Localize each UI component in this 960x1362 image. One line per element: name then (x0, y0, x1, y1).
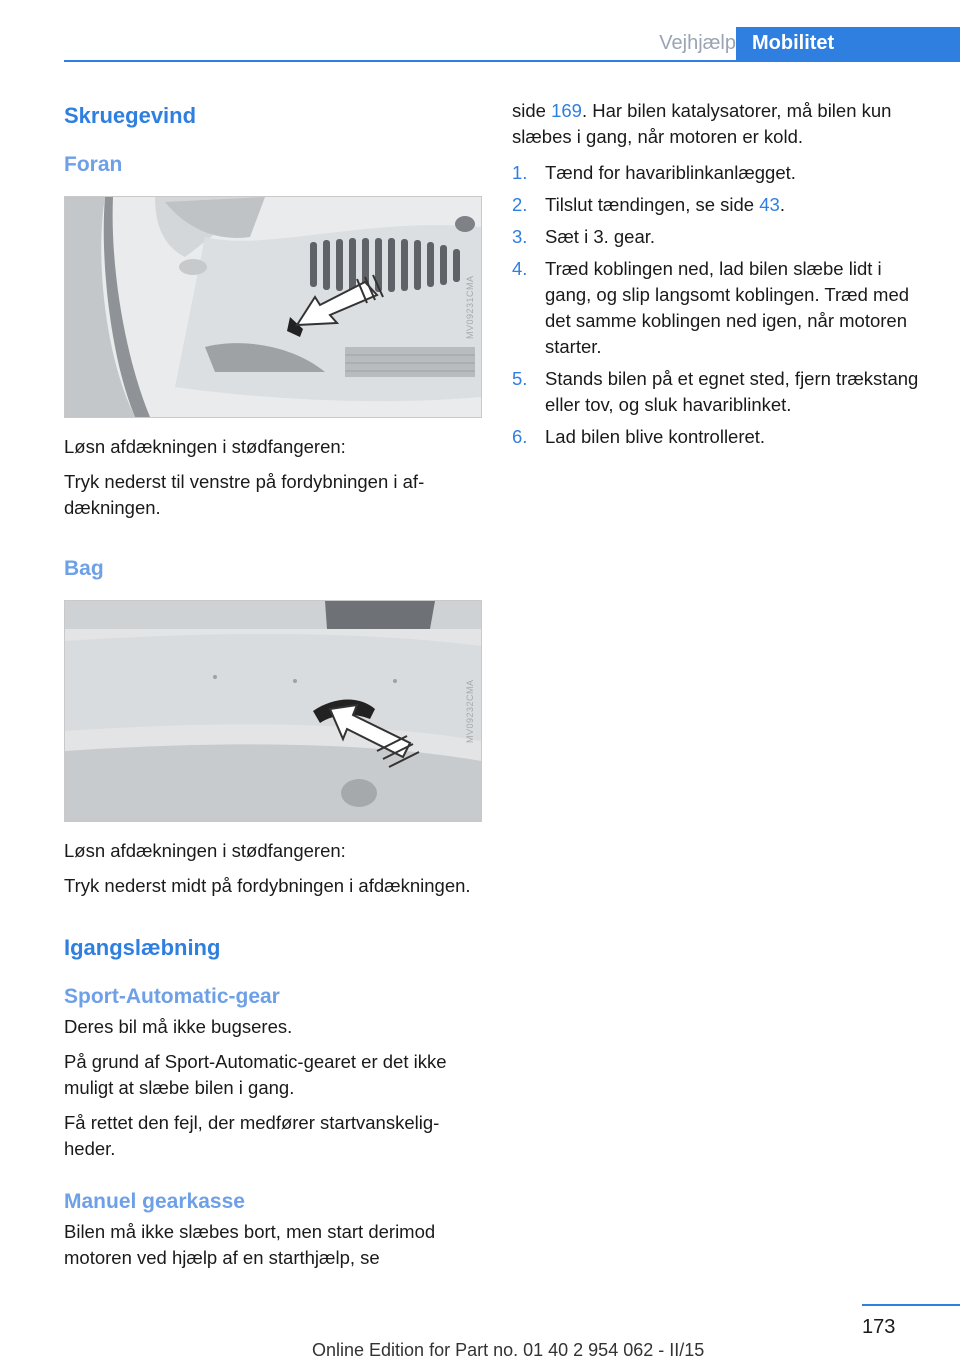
tab-vejhjaelp[interactable]: Vejhjælp (659, 32, 736, 54)
left-column (64, 98, 484, 1280)
list-item (512, 192, 924, 218)
page-link-169[interactable]: 169 (551, 100, 582, 121)
front-instruction-1: Løsn afdækningen i stødfangeren: (64, 436, 346, 457)
list-item (512, 424, 924, 450)
rear-instruction-2: Tryk nederst midt på fordybningen i afdækningen. (64, 875, 471, 896)
list-item (512, 366, 924, 418)
list-item (512, 256, 924, 360)
front-instruction-2: Tryk nederst til venstre på fordybningen i afdækningen. (64, 471, 425, 518)
step-text: Stands bilen på et egnet sted, fjern trækstang eller tov, og sluk havariblinket. (545, 368, 919, 415)
step-text: Tilslut tændingen, se side (545, 194, 760, 215)
tab-mobilitet[interactable]: Mobilitet (736, 27, 960, 60)
subsection-title-rear: Bag (64, 557, 104, 580)
right-column (512, 98, 924, 456)
edition-note: Online Edition for Part no. 01 40 2 954 062 - II/15 (312, 1340, 705, 1360)
step-number: 3. (512, 226, 528, 247)
subsection-title-sport-automatic: Sport-Automatic-gear (64, 985, 280, 1008)
step-text: Tænd for havariblinkanlægget. (545, 162, 796, 183)
figure-code: MV09231CMA (465, 275, 475, 339)
page-link-43[interactable]: 43 (759, 194, 780, 215)
sport-paragraph-3: Få rettet den fejl, der medfører startvanskeligheder. (64, 1112, 440, 1159)
front-bumper-illustration (65, 197, 481, 417)
rear-bumper-figure (64, 600, 482, 822)
subsection-title-front: Foran (64, 153, 123, 176)
front-bumper-figure (64, 196, 482, 418)
step-text: Sæt i 3. gear. (545, 226, 656, 247)
list-item (512, 224, 924, 250)
manual-paragraph-1: Bilen må ikke slæbes bort, men start derimod motoren ved hjælp af en starthjælp, se (64, 1221, 436, 1268)
text-span: side (512, 100, 552, 121)
step-text: Træd koblingen ned, lad bilen slæbe lidt i gang, og slip langsomt koblingen. Træd med det samme koblingen ned igen, når motoren starter. (545, 258, 910, 357)
rear-instruction-1: Løsn afdækningen i stødfangeren: (64, 840, 346, 861)
step-text: . (779, 194, 785, 215)
footer-divider (862, 1304, 960, 1306)
list-item (512, 160, 924, 186)
text-span: . Har bilen katalysatorer, må bilen kun slæbes i gang, når motoren er kold. (512, 100, 892, 147)
tow-start-steps (512, 160, 924, 450)
sport-paragraph-1: Deres bil må ikke bugseres. (64, 1016, 293, 1037)
section-title-igangslaebning: Igangslæbning (64, 935, 221, 960)
step-number: 5. (512, 368, 528, 389)
step-number: 1. (512, 162, 528, 183)
figure-code: MV09232CMA (465, 679, 475, 743)
sport-paragraph-2: På grund af Sport-Automatic-gearet er det ikke muligt at slæbe bilen i gang. (64, 1051, 447, 1098)
step-number: 4. (512, 258, 528, 279)
header-bar (64, 27, 960, 62)
subsection-title-manual: Manuel gearkasse (64, 1190, 245, 1213)
step-number: 6. (512, 426, 528, 447)
step-number: 2. (512, 194, 528, 215)
rear-bumper-illustration (65, 601, 481, 821)
page-number: 173 (862, 1316, 896, 1338)
section-title-skruegevind: Skruegevind (64, 103, 197, 128)
continued-paragraph (512, 98, 924, 150)
step-text: Lad bilen blive kontrolleret. (545, 426, 766, 447)
